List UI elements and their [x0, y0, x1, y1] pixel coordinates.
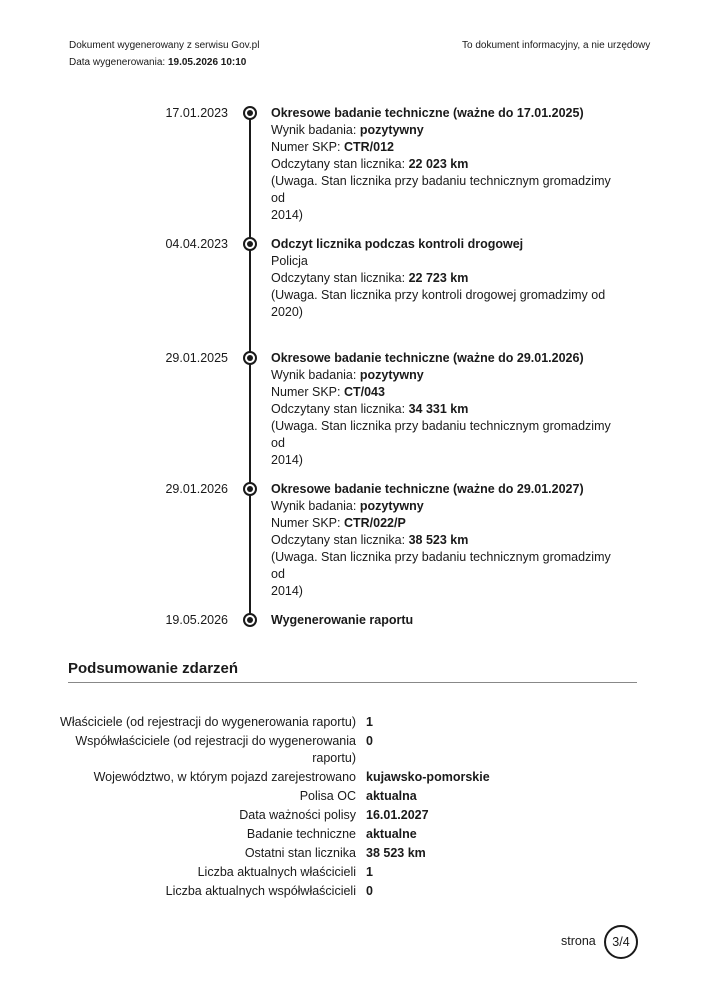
event-odometer: Odczytany stan licznika: 22 723 km — [271, 271, 469, 285]
timeline-dot-icon — [243, 613, 257, 627]
event-date: 04.04.2023 — [165, 237, 228, 251]
summary-value: 0 — [366, 734, 373, 748]
generation-date-label: Data wygenerowania: — [69, 57, 166, 68]
summary-row — [60, 769, 620, 786]
summary-value: 38 523 km — [366, 846, 426, 860]
summary-row — [60, 883, 620, 900]
event-note-cont: 2014) — [271, 584, 303, 598]
timeline-axis — [249, 113, 251, 621]
page-label: strona — [561, 934, 596, 948]
event-date: 29.01.2025 — [165, 351, 228, 365]
event-date: 17.01.2023 — [165, 106, 228, 120]
event-note-cont: 2014) — [271, 208, 303, 222]
summary-value: aktualne — [366, 827, 417, 841]
timeline-dot-icon — [243, 482, 257, 496]
timeline-dot-icon — [243, 106, 257, 120]
event-date: 19.05.2026 — [165, 613, 228, 627]
summary-title: Podsumowanie zdarzeń — [68, 660, 239, 677]
event-skp: Numer SKP: CT/043 — [271, 385, 385, 399]
event-title: Okresowe badanie techniczne (ważne do 29.01.2026) — [271, 351, 584, 365]
event-note-cont: 2014) — [271, 453, 303, 467]
event-note: (Uwaga. Stan licznika przy kontroli drogowej gromadzimy od — [271, 288, 606, 302]
summary-row — [60, 714, 620, 731]
summary-label: Data ważności polisy — [239, 808, 356, 822]
timeline-dot-icon — [243, 351, 257, 365]
event-note: (Uwaga. Stan licznika przy badaniu technicznym gromadzimy od — [271, 174, 611, 205]
summary-value: aktualna — [366, 789, 417, 803]
event-title: Okresowe badanie techniczne (ważne do 29.01.2027) — [271, 482, 584, 496]
generation-date-value: 19.05.2026 10:10 — [167, 57, 247, 68]
generation-date — [69, 57, 246, 68]
summary-value: 0 — [366, 884, 373, 898]
event-note: (Uwaga. Stan licznika przy badaniu technicznym gromadzimy od — [271, 550, 611, 581]
event-title: Okresowe badanie techniczne (ważne do 17.01.2025) — [271, 106, 584, 120]
summary-row — [60, 788, 620, 805]
summary-value: kujawsko-pomorskie — [366, 770, 490, 784]
header-source-note: Dokument wygenerowany z serwisu Gov.pl — [69, 40, 260, 51]
summary-label: Współwłaściciele (od rejestracji do wygenerowania raportu) — [75, 734, 356, 765]
section-divider — [68, 682, 637, 683]
page-number: 3/4 — [612, 935, 630, 949]
summary-table — [60, 714, 620, 902]
header-disclaimer: To dokument informacyjny, a nie urzędowy — [462, 40, 651, 51]
event-result: Wynik badania: pozytywny — [271, 123, 424, 137]
summary-row — [60, 826, 620, 843]
summary-row — [60, 807, 620, 824]
event-result: Wynik badania: pozytywny — [271, 368, 424, 382]
summary-label: Polisa OC — [299, 789, 356, 803]
summary-label: Badanie techniczne — [246, 827, 356, 841]
event-note: (Uwaga. Stan licznika przy badaniu technicznym gromadzimy od — [271, 419, 611, 450]
summary-row — [60, 845, 620, 862]
summary-label: Liczba aktualnych współwłaścicieli — [165, 884, 356, 898]
event-note-cont: 2020) — [271, 305, 303, 319]
summary-label: Ostatni stan licznika — [244, 846, 356, 860]
page-number-badge — [604, 925, 638, 959]
summary-label: Właściciele (od rejestracji do wygenerowania raportu) — [60, 715, 356, 729]
summary-value: 1 — [366, 865, 373, 879]
summary-label: Województwo, w którym pojazd zarejestrowano — [93, 770, 356, 784]
timeline-dot-icon — [243, 237, 257, 251]
event-odometer: Odczytany stan licznika: 34 331 km — [271, 402, 469, 416]
event-title: Wygenerowanie raportu — [271, 613, 414, 627]
event-odometer: Odczytany stan licznika: 38 523 km — [271, 533, 469, 547]
event-skp: Numer SKP: CTR/012 — [271, 140, 394, 154]
event-result: Wynik badania: pozytywny — [271, 499, 424, 513]
summary-label: Liczba aktualnych właścicieli — [197, 865, 356, 879]
event-source: Policja — [271, 254, 308, 268]
event-skp: Numer SKP: CTR/022/P — [271, 516, 406, 530]
summary-row — [60, 864, 620, 881]
event-odometer: Odczytany stan licznika: 22 023 km — [271, 157, 469, 171]
summary-value: 1 — [366, 715, 373, 729]
summary-value: 16.01.2027 — [366, 808, 429, 822]
summary-row — [60, 733, 620, 767]
event-date: 29.01.2026 — [165, 482, 228, 496]
event-title: Odczyt licznika podczas kontroli drogowej — [271, 237, 524, 251]
